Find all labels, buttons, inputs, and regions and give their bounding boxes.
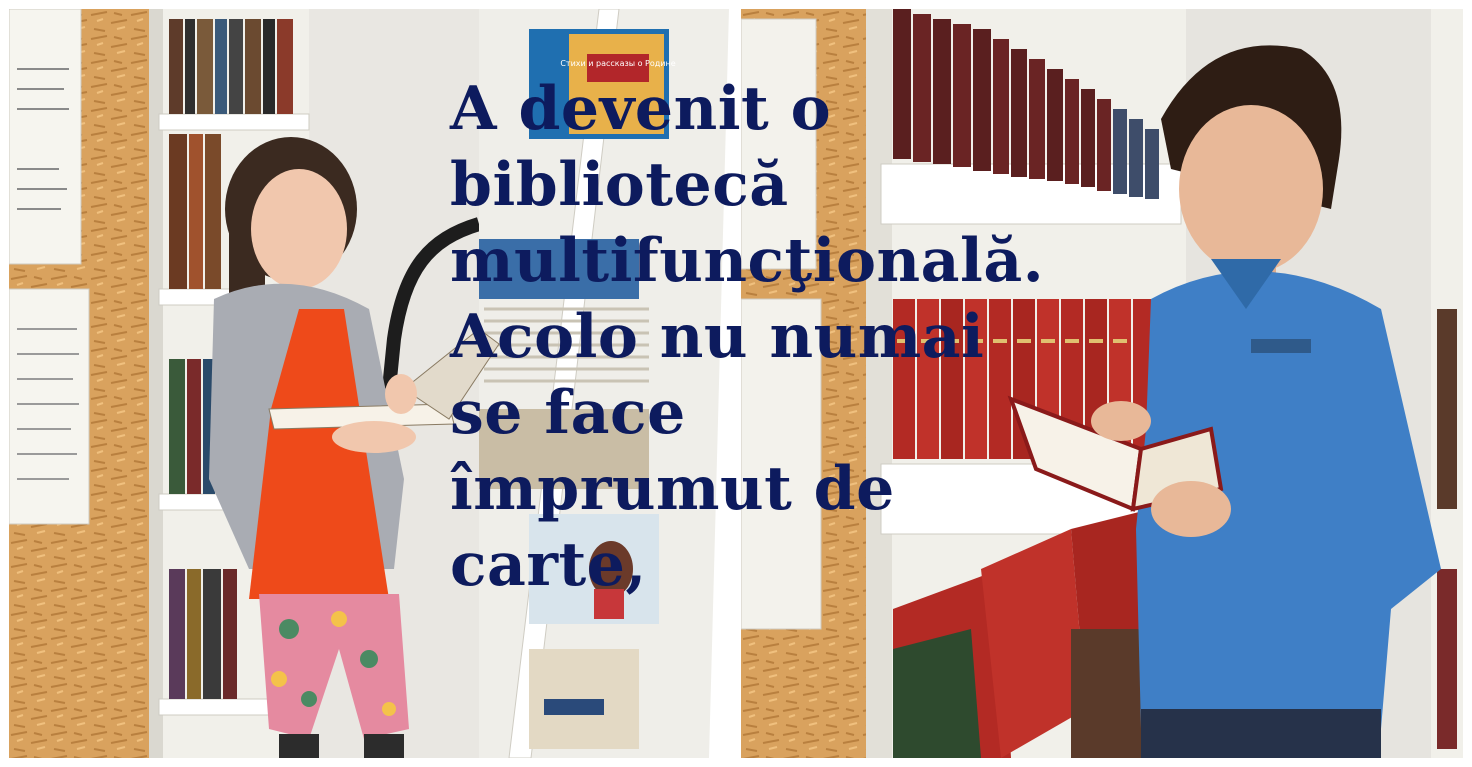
magazine-title: Стихи и рассказы о Родине [560,59,676,68]
caption-line: împrumut de [450,454,895,524]
caption-line: se face [450,378,686,448]
caption-line: A devenit o [450,74,832,144]
caption-line: carte, [450,530,647,600]
caption-line: Acolo nu numai [450,302,985,372]
caption-line: bibliotecă [450,150,789,220]
caption-line: multifuncţională. [450,226,1045,296]
notice-poster [9,9,81,264]
overlay-caption [450,71,1070,603]
notice-poster [9,289,89,524]
photo-collage [9,9,1463,758]
